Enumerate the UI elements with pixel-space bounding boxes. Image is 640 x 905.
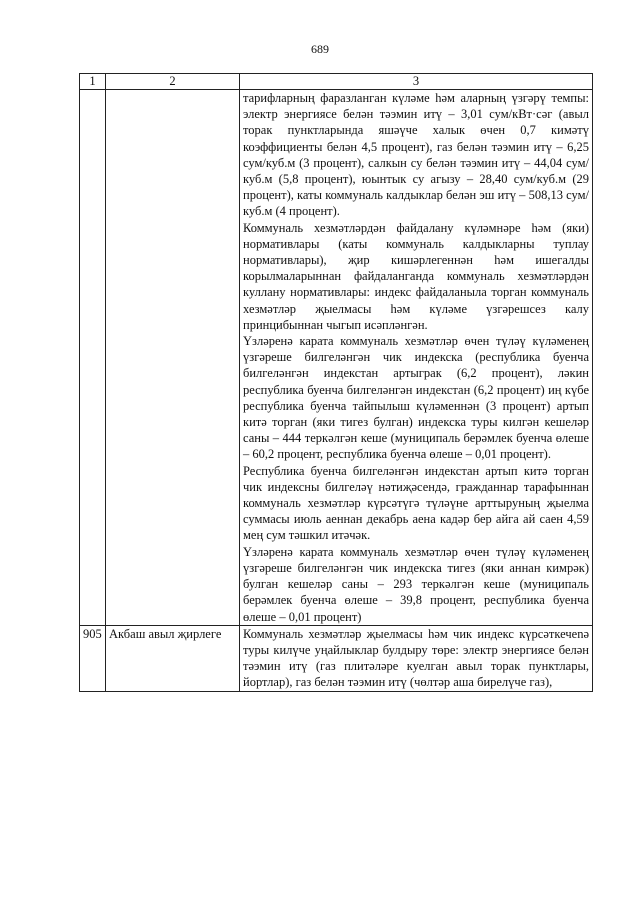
row-number: 905	[80, 625, 106, 691]
row-description	[240, 90, 593, 626]
consumption-norms-paragraph: Коммуналь хезмәтләрдән файдалану күләмнәре һәм (яки) нормативлары (каты коммуналь калдыкларны туплау нормативлары), җир кишәрлегеннән һәм ишегалды корылмаларыннан файдаланганда коммуналь хезмәтләрдән куллану нормативлары: индекс файдаланыла торган коммуналь хезмәтләр җыелмасы һәм күләме үзгәрешсез калу принцибыннан чыгып исәпләнгән.	[243, 220, 589, 332]
column-header-1: 1	[80, 74, 106, 90]
row-description	[240, 625, 593, 691]
table-row-905	[80, 625, 593, 691]
row-number	[80, 90, 106, 626]
column-header-2: 2	[106, 74, 240, 90]
tariff-paragraph: тарифларның фаразланган күләме һәм аларның үзгәрү темпы: электр энергиясе белән тәэмин итү – 3,01 сум/кВт·сәг (авыл торак пунктларында яшәүче халык өчен 0,7 кимәтү коэффициенты белән 4,5 процент), газ белән тәэмин итү – 6,25 сум/куб.м (3 процент), салкын су белән тәэмин итү – 44,04 сум/куб.м (5,8 процент), юынтык су агызу – 28,40 сум/куб.м (29 процент), каты коммуналь калдыклар белән эш итү – 508,13 сум/куб.м (4 процент).	[243, 91, 589, 219]
municipality-name	[106, 90, 240, 626]
column-header-3: 3	[240, 74, 593, 90]
page-number: 689	[311, 42, 329, 56]
table-row-continued	[80, 90, 593, 626]
exceeding-index-paragraph: Үзләренә карата коммуналь хезмәтләр өчен түләү күләменең үзгәреше билгеләнгән чик индекска (республика буенча билгеләнгән индекстан артыграк (6,2 процент), ләкин республика буенча билгеләнгән индекстан (6,2 процент) иң күбе республика буенча тайпылыш күләменнән (3 процент) артып китә торган (яки тигез булган) индекска туры килгән кешеләр саны – 444 теркәлгән кеше (муниципаль берәмлек буенча өлеше – 60,2 процент, республика буенча өлеше – 0,01 процент).	[243, 334, 589, 462]
municipality-tariff-table	[79, 73, 593, 692]
municipality-name: Акбаш авыл җирлеге	[106, 625, 240, 691]
equal-index-paragraph: Үзләренә карата коммуналь хезмәтләр өчен түләү күләменең үзгәреше билгеләнгән чик индекска тигез (яки аннан кимрәк) булган кешеләр саны – 293 теркәлгән кеше (муниципаль берәмлек буенча өлеше – 39,8 процент, республика буенча өлеше – 0,01 процент)	[243, 544, 589, 624]
payment-increase-paragraph: Республика буенча билгеләнгән индекстан артып китә торган чик индексны билгеләү нәтиҗәсендә, гражданнар тарафыннан коммуналь хезмәтләр күрсәтүгә түләүне арттыруның җыелма суммасы июль аеннан декабрь аена кадәр бер айга ай саен 4,59 мең сум тәшкил итәчәк.	[243, 463, 589, 543]
table-header-row	[80, 74, 593, 90]
services-paragraph: Коммуналь хезмәтләр җыелмасы һәм чик индекс күрсәткечenә туры килүче уңайлыклар булдыру төре: электр энергиясе белән тәэмин итү (газ плитәләре куелган авыл торак пунктлары, йортлар), газ белән тәэмин итү (чөлтәр аша бирелүче газ),	[243, 626, 589, 690]
